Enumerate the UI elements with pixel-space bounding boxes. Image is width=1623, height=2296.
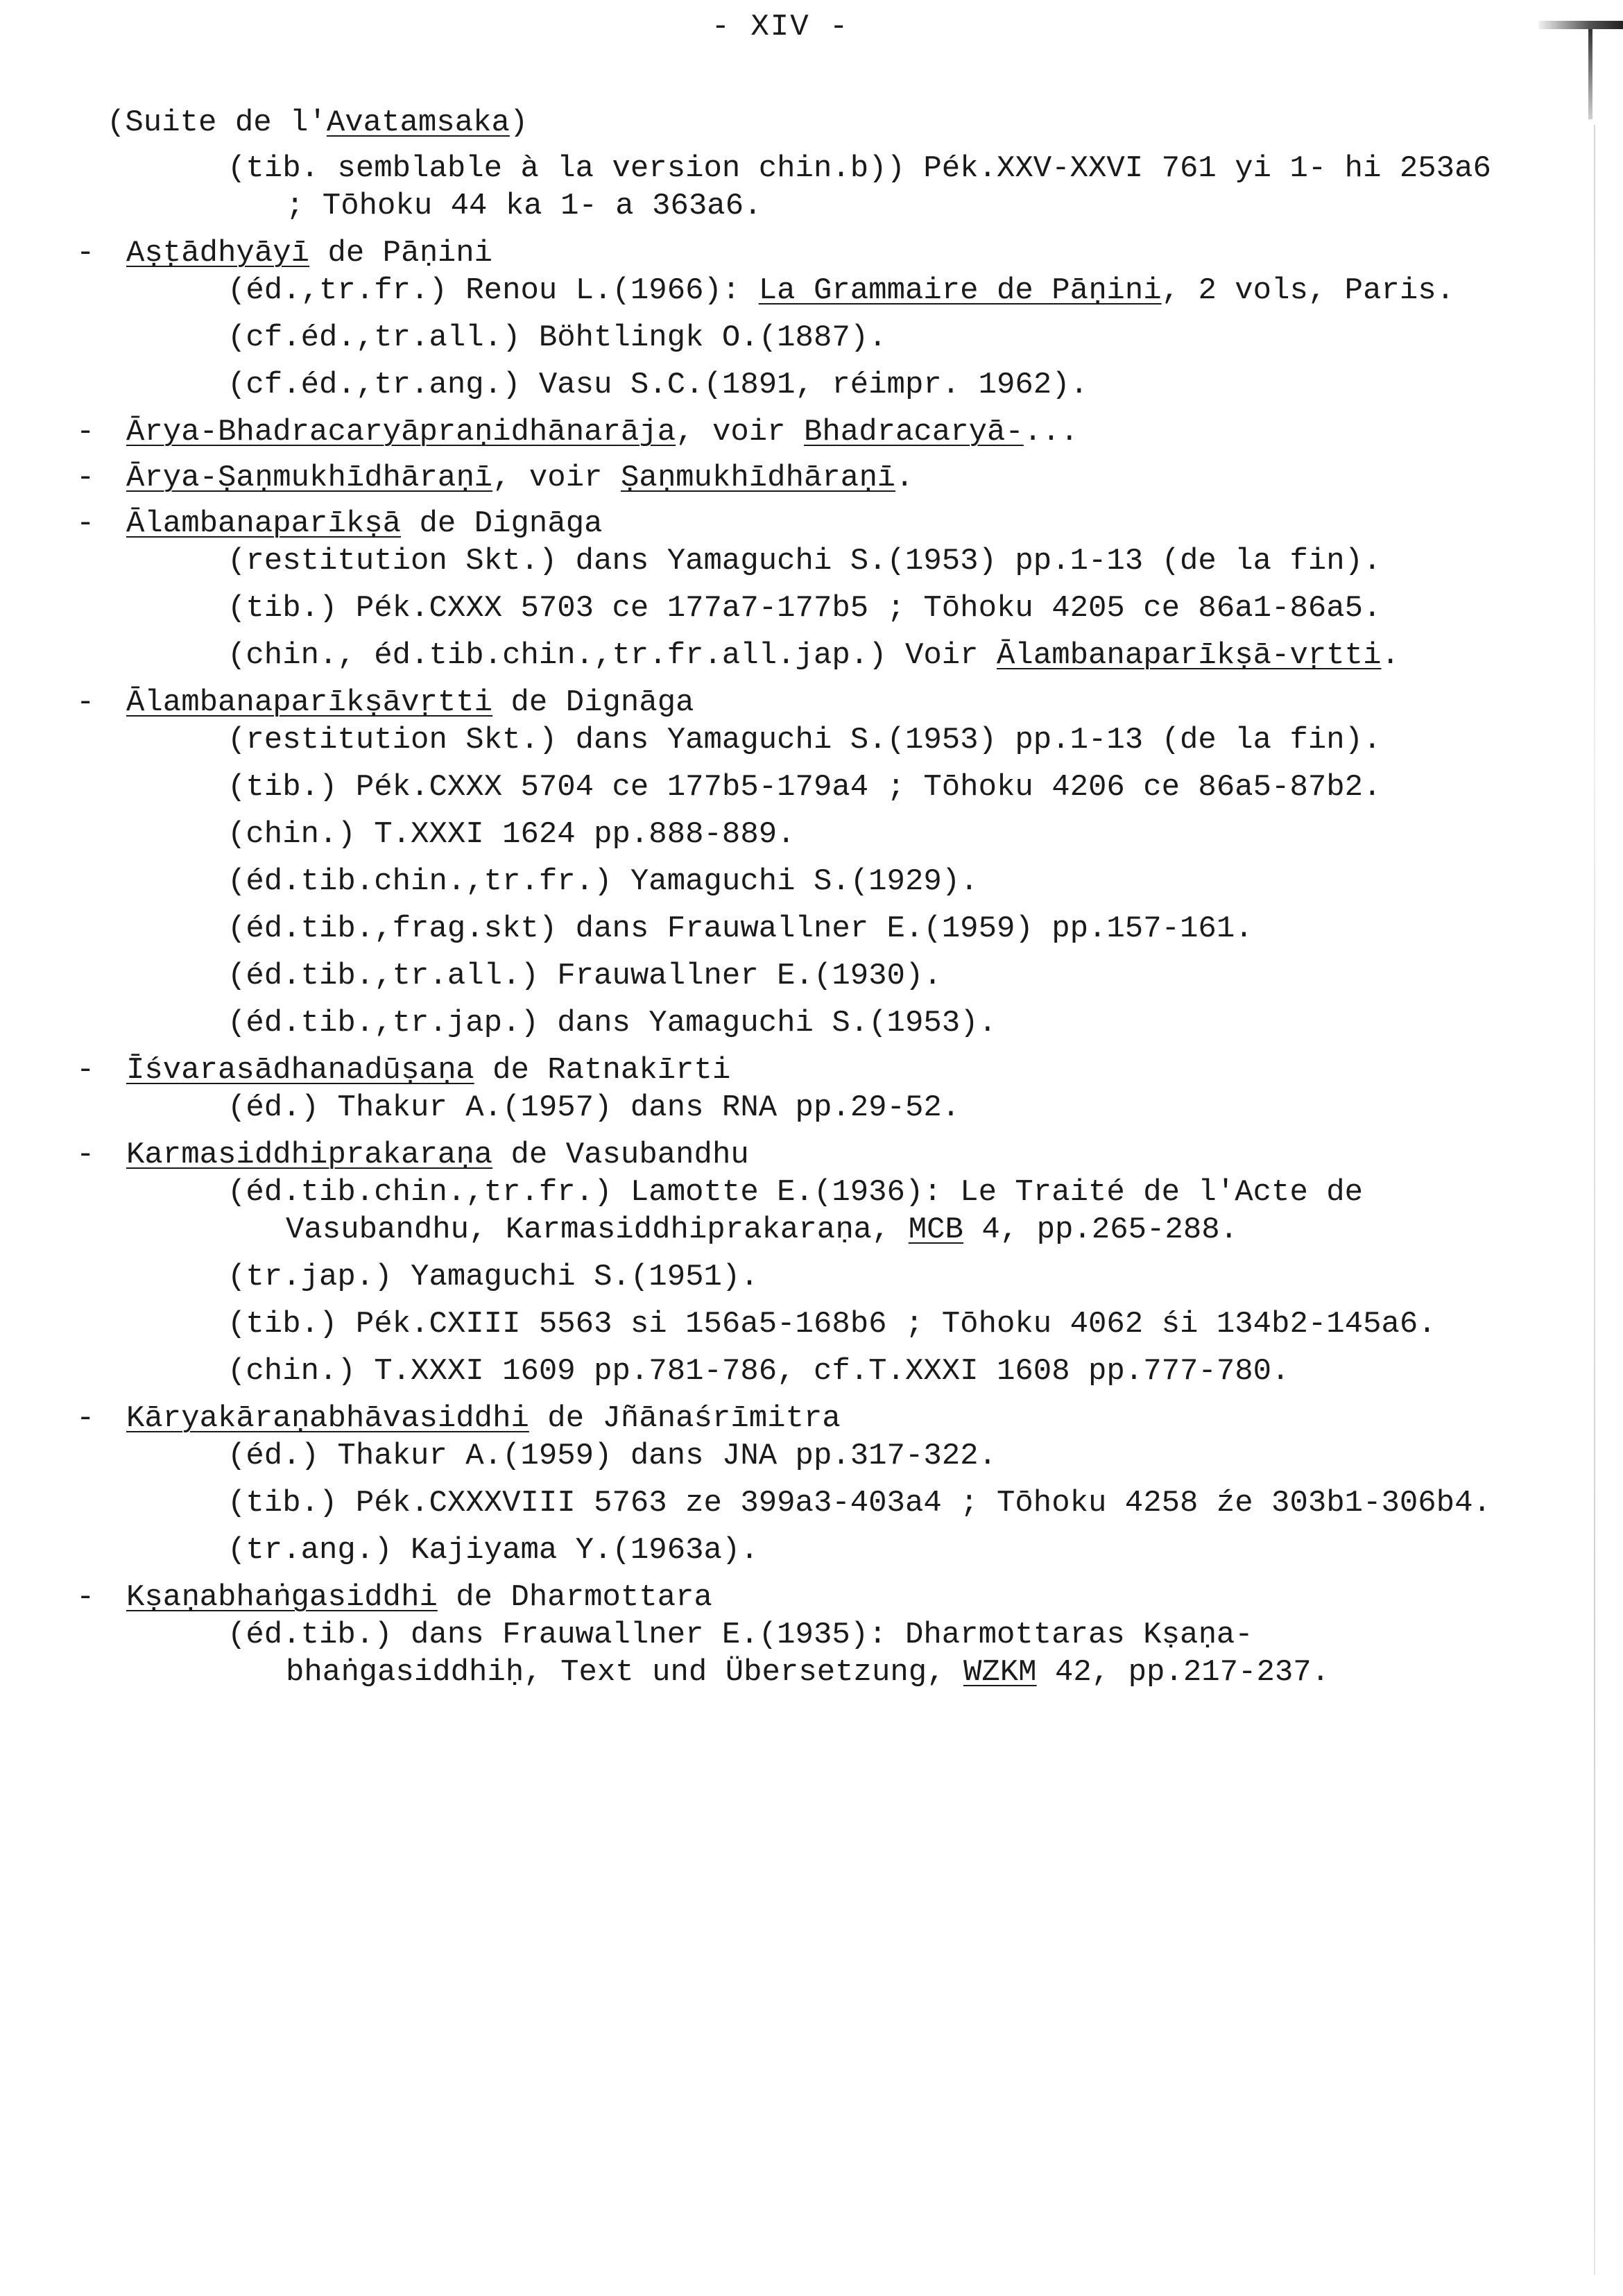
- entry-author: de Dignāga: [401, 506, 603, 541]
- reference-text: (éd.) Thakur A.(1957) dans RNA pp.29-52.: [227, 1090, 961, 1125]
- reference-text: (restitution Skt.) dans Yamaguchi S.(1953) pp.1-13 (de la fin).: [227, 723, 1382, 757]
- reference-text: (tr.ang.) Kajiyama Y.(1963a).: [227, 1533, 759, 1568]
- entry-heading: [76, 1052, 1463, 1089]
- reference-text-after: 42, pp.217-237.: [1036, 1655, 1330, 1690]
- reference-text: (tib.) Pék.CXXXVIII 5763 ze 399a3-403a4 ; Tōhoku 4258 źe 303b1-306b4.: [227, 1486, 1491, 1520]
- entry-reference-line: [227, 1174, 1493, 1249]
- entry-reference-line: [227, 1532, 1493, 1569]
- entry-author: de Vasubandhu: [492, 1138, 749, 1172]
- entry-crossref-title: Ṣaṇmukhīdhāraṇī: [620, 461, 896, 495]
- entry-reference-line: [227, 1484, 1493, 1522]
- reference-text-after: , 2 vols, Paris.: [1161, 273, 1455, 308]
- entry-reference-line: [227, 1353, 1493, 1390]
- reference-text: (éd.tib.,tr.jap.) dans Yamaguchi S.(1953).: [227, 1006, 997, 1040]
- entry-title: Ālambanaparīkṣāvṛtti: [126, 685, 493, 720]
- reference-text: (chin.) T.XXXI 1624 pp.888-889.: [227, 817, 796, 852]
- entry-reference-line: [227, 1437, 1493, 1475]
- entry-author: de Ratnakīrti: [474, 1053, 731, 1088]
- entry-reference-line: [227, 272, 1493, 309]
- entry-author: , voir: [492, 461, 621, 495]
- entry-title: Ārya-Ṣaṇmukhīdhāraṇī: [126, 461, 493, 495]
- reference-underlined-title: Ālambanaparīkṣā-vṛtti: [996, 638, 1382, 673]
- reference-text: (éd.tib.,frag.skt) dans Frauwallner E.(1959) pp.157-161.: [227, 911, 1253, 946]
- entry-author: de Dignāga: [492, 685, 694, 720]
- suite-prefix: (Suite de l': [107, 105, 327, 140]
- reference-text-after: 4, pp.265-288.: [963, 1213, 1239, 1247]
- reference-text: (tib.) Pék.CXXX 5704 ce 177b5-179a4 ; Tōhoku 4206 ce 86a5-87b2.: [227, 770, 1382, 805]
- entry-dash: -: [76, 461, 95, 495]
- entry-heading: [76, 413, 1463, 451]
- entry-dash: -: [76, 236, 95, 271]
- entry-dash: -: [76, 1580, 95, 1615]
- entry-reference-line: [227, 590, 1493, 627]
- reference-text: (tr.jap.) Yamaguchi S.(1951).: [227, 1260, 759, 1294]
- entry-reference-line: [227, 1089, 1493, 1126]
- entry-crossref-suffix: ...: [1023, 415, 1079, 449]
- entry-reference-line: [227, 366, 1493, 404]
- scan-edge-mark-vertical: [1588, 29, 1592, 119]
- entry-reference-line: [227, 1258, 1493, 1296]
- suite-line: (tib. semblable à la version chin.b)) Pék.XXV-XXVI 761 yi 1- hi 253a6 ; Tōhoku 44 ka 1- a 363a6.: [227, 151, 1491, 223]
- reference-text: (cf.éd.,tr.all.) Böhtlingk O.(1887).: [227, 320, 887, 355]
- entry-author: de Pāṇini: [309, 236, 493, 271]
- suite-suffix: ): [509, 105, 529, 140]
- entry-reference-line: [227, 863, 1493, 900]
- entry-heading: [76, 1579, 1463, 1616]
- entry-reference-line: [227, 910, 1493, 948]
- reference-text-after: .: [1381, 638, 1400, 673]
- entry-heading: [76, 1136, 1463, 1174]
- entry-dash: -: [76, 685, 95, 720]
- entry-heading: [76, 684, 1463, 721]
- entry-crossref-suffix: .: [895, 461, 914, 495]
- entry-title: Karmasiddhiprakaraṇa: [126, 1138, 493, 1172]
- reference-text: (chin.) T.XXXI 1609 pp.781-786, cf.T.XXXI 1608 pp.777-780.: [227, 1354, 1290, 1389]
- entry-author: de Dharmottara: [437, 1580, 712, 1615]
- bibliography-entry: [76, 684, 1463, 1042]
- reference-text: (cf.éd.,tr.ang.) Vasu S.C.(1891, réimpr. 1962).: [227, 368, 1089, 402]
- entry-reference-line: [227, 319, 1493, 357]
- bibliography-entry: [76, 505, 1463, 674]
- reference-underlined-title: MCB: [908, 1213, 963, 1247]
- reference-underlined-title: WZKM: [963, 1655, 1037, 1690]
- entry-reference-line: [227, 769, 1493, 806]
- reference-text: (tib.) Pék.CXXX 5703 ce 177a7-177b5 ; Tōhoku 4205 ce 86a1-86a5.: [227, 591, 1382, 626]
- scan-edge-line: [1594, 125, 1595, 2275]
- scan-edge-mark: [1538, 21, 1623, 29]
- entry-dash: -: [76, 1053, 95, 1088]
- bibliography-entry: [76, 1052, 1463, 1126]
- reference-underlined-title: La Grammaire de Pāṇini: [758, 273, 1162, 308]
- suite-heading: [107, 104, 1463, 142]
- entry-title: Īśvarasādhanadūṣaṇa: [126, 1053, 474, 1088]
- entry-title: Aṣṭādhyāyī: [126, 236, 310, 271]
- entry-author: , voir: [676, 415, 804, 449]
- reference-text: (éd.tib.chin.,tr.fr.) Yamaguchi S.(1929).: [227, 864, 979, 899]
- entry-dash: -: [76, 415, 95, 449]
- entry-heading: [76, 505, 1463, 542]
- bibliography-entry: [76, 234, 1463, 404]
- entry-title: Ārya-Bhadracaryāpraṇidhānarāja: [126, 415, 676, 449]
- entry-heading: [76, 459, 1463, 497]
- bibliography-entry: [76, 1136, 1463, 1390]
- entry-reference-line: [227, 637, 1493, 674]
- reference-text: (éd.) Thakur A.(1959) dans JNA pp.317-322.: [227, 1439, 997, 1473]
- entry-reference-line: [227, 721, 1493, 759]
- reference-text: (éd.tib.chin.,tr.fr.) Lamotte E.(1936): Le Traité de l'Acte de Vasubandhu, Karmasiddhiprakaraṇa,: [227, 1175, 1364, 1247]
- entry-reference-line: [227, 957, 1493, 995]
- bibliography-entry: [76, 413, 1463, 451]
- entry-title: Ālambanaparīkṣā: [126, 506, 402, 541]
- entries-list: [76, 234, 1491, 1691]
- entry-reference-line: [227, 816, 1493, 853]
- bibliography-entry: [76, 1400, 1491, 1569]
- entry-crossref-title: Bhadracaryā-: [803, 415, 1024, 449]
- entry-heading: [76, 1400, 1463, 1437]
- reference-text: (restitution Skt.) dans Yamaguchi S.(1953) pp.1-13 (de la fin).: [227, 544, 1382, 579]
- entry-reference-line: [227, 542, 1493, 580]
- entry-title: Kṣaṇabhaṅgasiddhi: [126, 1580, 438, 1615]
- bibliography-entry: [76, 1579, 1463, 1691]
- entry-dash: -: [76, 1138, 95, 1172]
- bibliography-entry: [76, 459, 1463, 497]
- bibliography-content: [76, 104, 1491, 1701]
- entry-dash: -: [76, 506, 95, 541]
- entry-title: Kāryakāraṇabhāvasiddhi: [126, 1401, 529, 1436]
- reference-text: (tib.) Pék.CXIII 5563 si 156a5-168b6 ; Tōhoku 4062 śi 134b2-145a6.: [227, 1307, 1436, 1342]
- entry-heading: [76, 234, 1463, 272]
- reference-text: (éd.tib.) dans Frauwallner E.(1935): Dharmottaras Kṣaṇa-bhaṅgasiddhiḥ, Text und Übersetzung,: [227, 1618, 1253, 1690]
- entry-reference-line: [227, 1004, 1493, 1042]
- entry-reference-line: [227, 1305, 1493, 1343]
- entry-reference-line: [227, 1616, 1493, 1691]
- reference-text: (éd.tib.,tr.all.) Frauwallner E.(1930).: [227, 959, 942, 993]
- page-number: - XIV -: [711, 10, 850, 44]
- entry-author: de Jñānaśrīmitra: [529, 1401, 841, 1436]
- reference-text: (chin., éd.tib.chin.,tr.fr.all.jap.) Voir: [227, 638, 997, 673]
- entry-dash: -: [76, 1401, 95, 1436]
- suite-title: Avatamsaka: [326, 105, 510, 140]
- reference-text: (éd.,tr.fr.) Renou L.(1966):: [227, 273, 759, 308]
